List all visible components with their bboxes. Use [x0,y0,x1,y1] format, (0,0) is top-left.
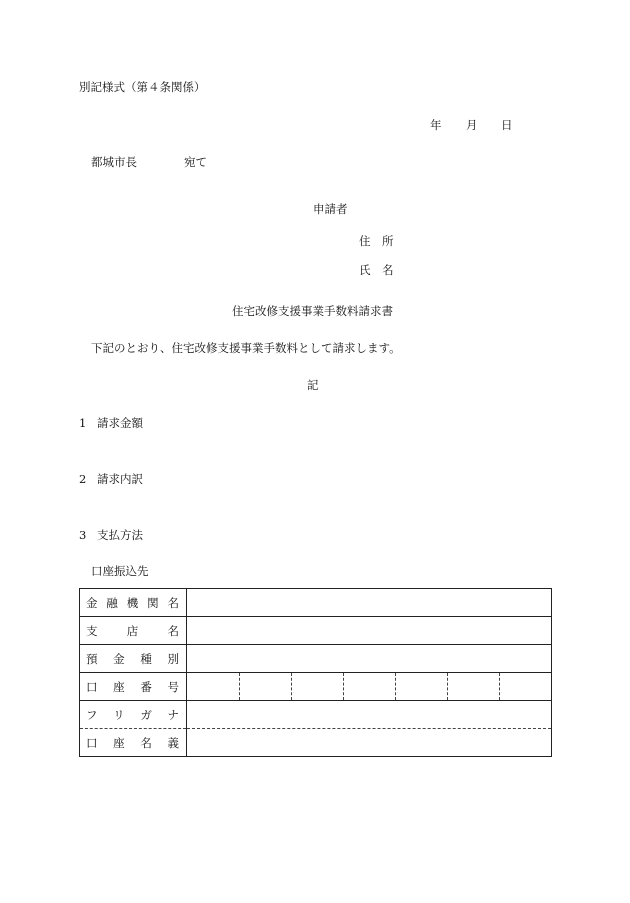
table-row [80,617,552,645]
table-row [80,673,552,701]
statement: 下記のとおり、住宅改修支援事業手数料として請求します。 [91,341,401,355]
label-char: 機 [126,595,139,610]
applicant-address-label: 住 所 [359,234,394,248]
furigana-field[interactable] [187,701,552,729]
digit-cell[interactable] [499,673,551,700]
label-char: ナ [167,707,179,722]
document-title: 住宅改修支援事業手数料請求書 [232,304,393,318]
applicant-heading: 申請者 [313,202,348,216]
label-char: 店 [126,623,139,638]
branch-field[interactable] [187,617,552,645]
deposit-type-label [80,645,187,673]
digit-cell[interactable] [291,673,343,700]
label-char: ガ [140,707,152,722]
date-day: 日 [501,118,513,132]
label-char: 別 [167,651,179,666]
label-char: 関 [147,595,159,610]
section-number: 2 [79,472,87,486]
label-char: 預 [86,651,98,666]
addressee-suffix: 宛て [184,155,207,169]
label-char: 口 [86,679,98,694]
label-char: 支 [86,623,98,638]
table-row [80,589,552,617]
table-row [80,701,552,729]
account-number-field[interactable] [187,673,552,701]
table-row [80,729,552,757]
bank-account-table [79,588,552,757]
form-label: 別記様式（第４条関係） [79,80,206,94]
account-holder-label [80,729,187,757]
label-char: 番 [140,679,152,694]
digit-cell[interactable] [395,673,447,700]
addressee-name: 都城市長 [91,155,137,169]
date-year: 年 [430,118,442,132]
label-char: 名 [167,595,179,610]
label-char: 号 [167,679,179,694]
label-char: フ [86,707,98,722]
label-char: 座 [113,679,125,694]
furigana-label [80,701,187,729]
section-number: 1 [79,416,87,430]
digit-cell[interactable] [343,673,395,700]
label-char: 座 [113,735,125,750]
label-char: 融 [106,595,118,610]
label-char: 金 [113,651,125,666]
section-label: 請求内訳 [97,472,143,486]
institution-label [80,589,187,617]
digit-cell[interactable] [239,673,291,700]
deposit-type-field[interactable] [187,645,552,673]
table-row [80,645,552,673]
account-number-label [80,673,187,701]
section-number: 3 [79,528,87,542]
ki-heading: 記 [307,378,319,392]
date-month: 月 [466,118,478,132]
branch-label [80,617,187,645]
label-char: 金 [86,595,98,610]
account-holder-field[interactable] [187,729,552,757]
label-char: リ [113,707,125,722]
label-char: 種 [140,651,152,666]
transfer-heading: 口座振込先 [91,564,149,578]
label-char: 名 [167,623,179,638]
digit-cell[interactable] [187,673,239,700]
applicant-name-label: 氏 名 [359,263,394,277]
label-char: 名 [140,735,152,750]
label-char: 義 [167,735,179,750]
section-label: 請求金額 [97,416,143,430]
section-label: 支払方法 [97,528,143,542]
label-char: 口 [86,735,98,750]
institution-field[interactable] [187,589,552,617]
digit-cell[interactable] [447,673,499,700]
